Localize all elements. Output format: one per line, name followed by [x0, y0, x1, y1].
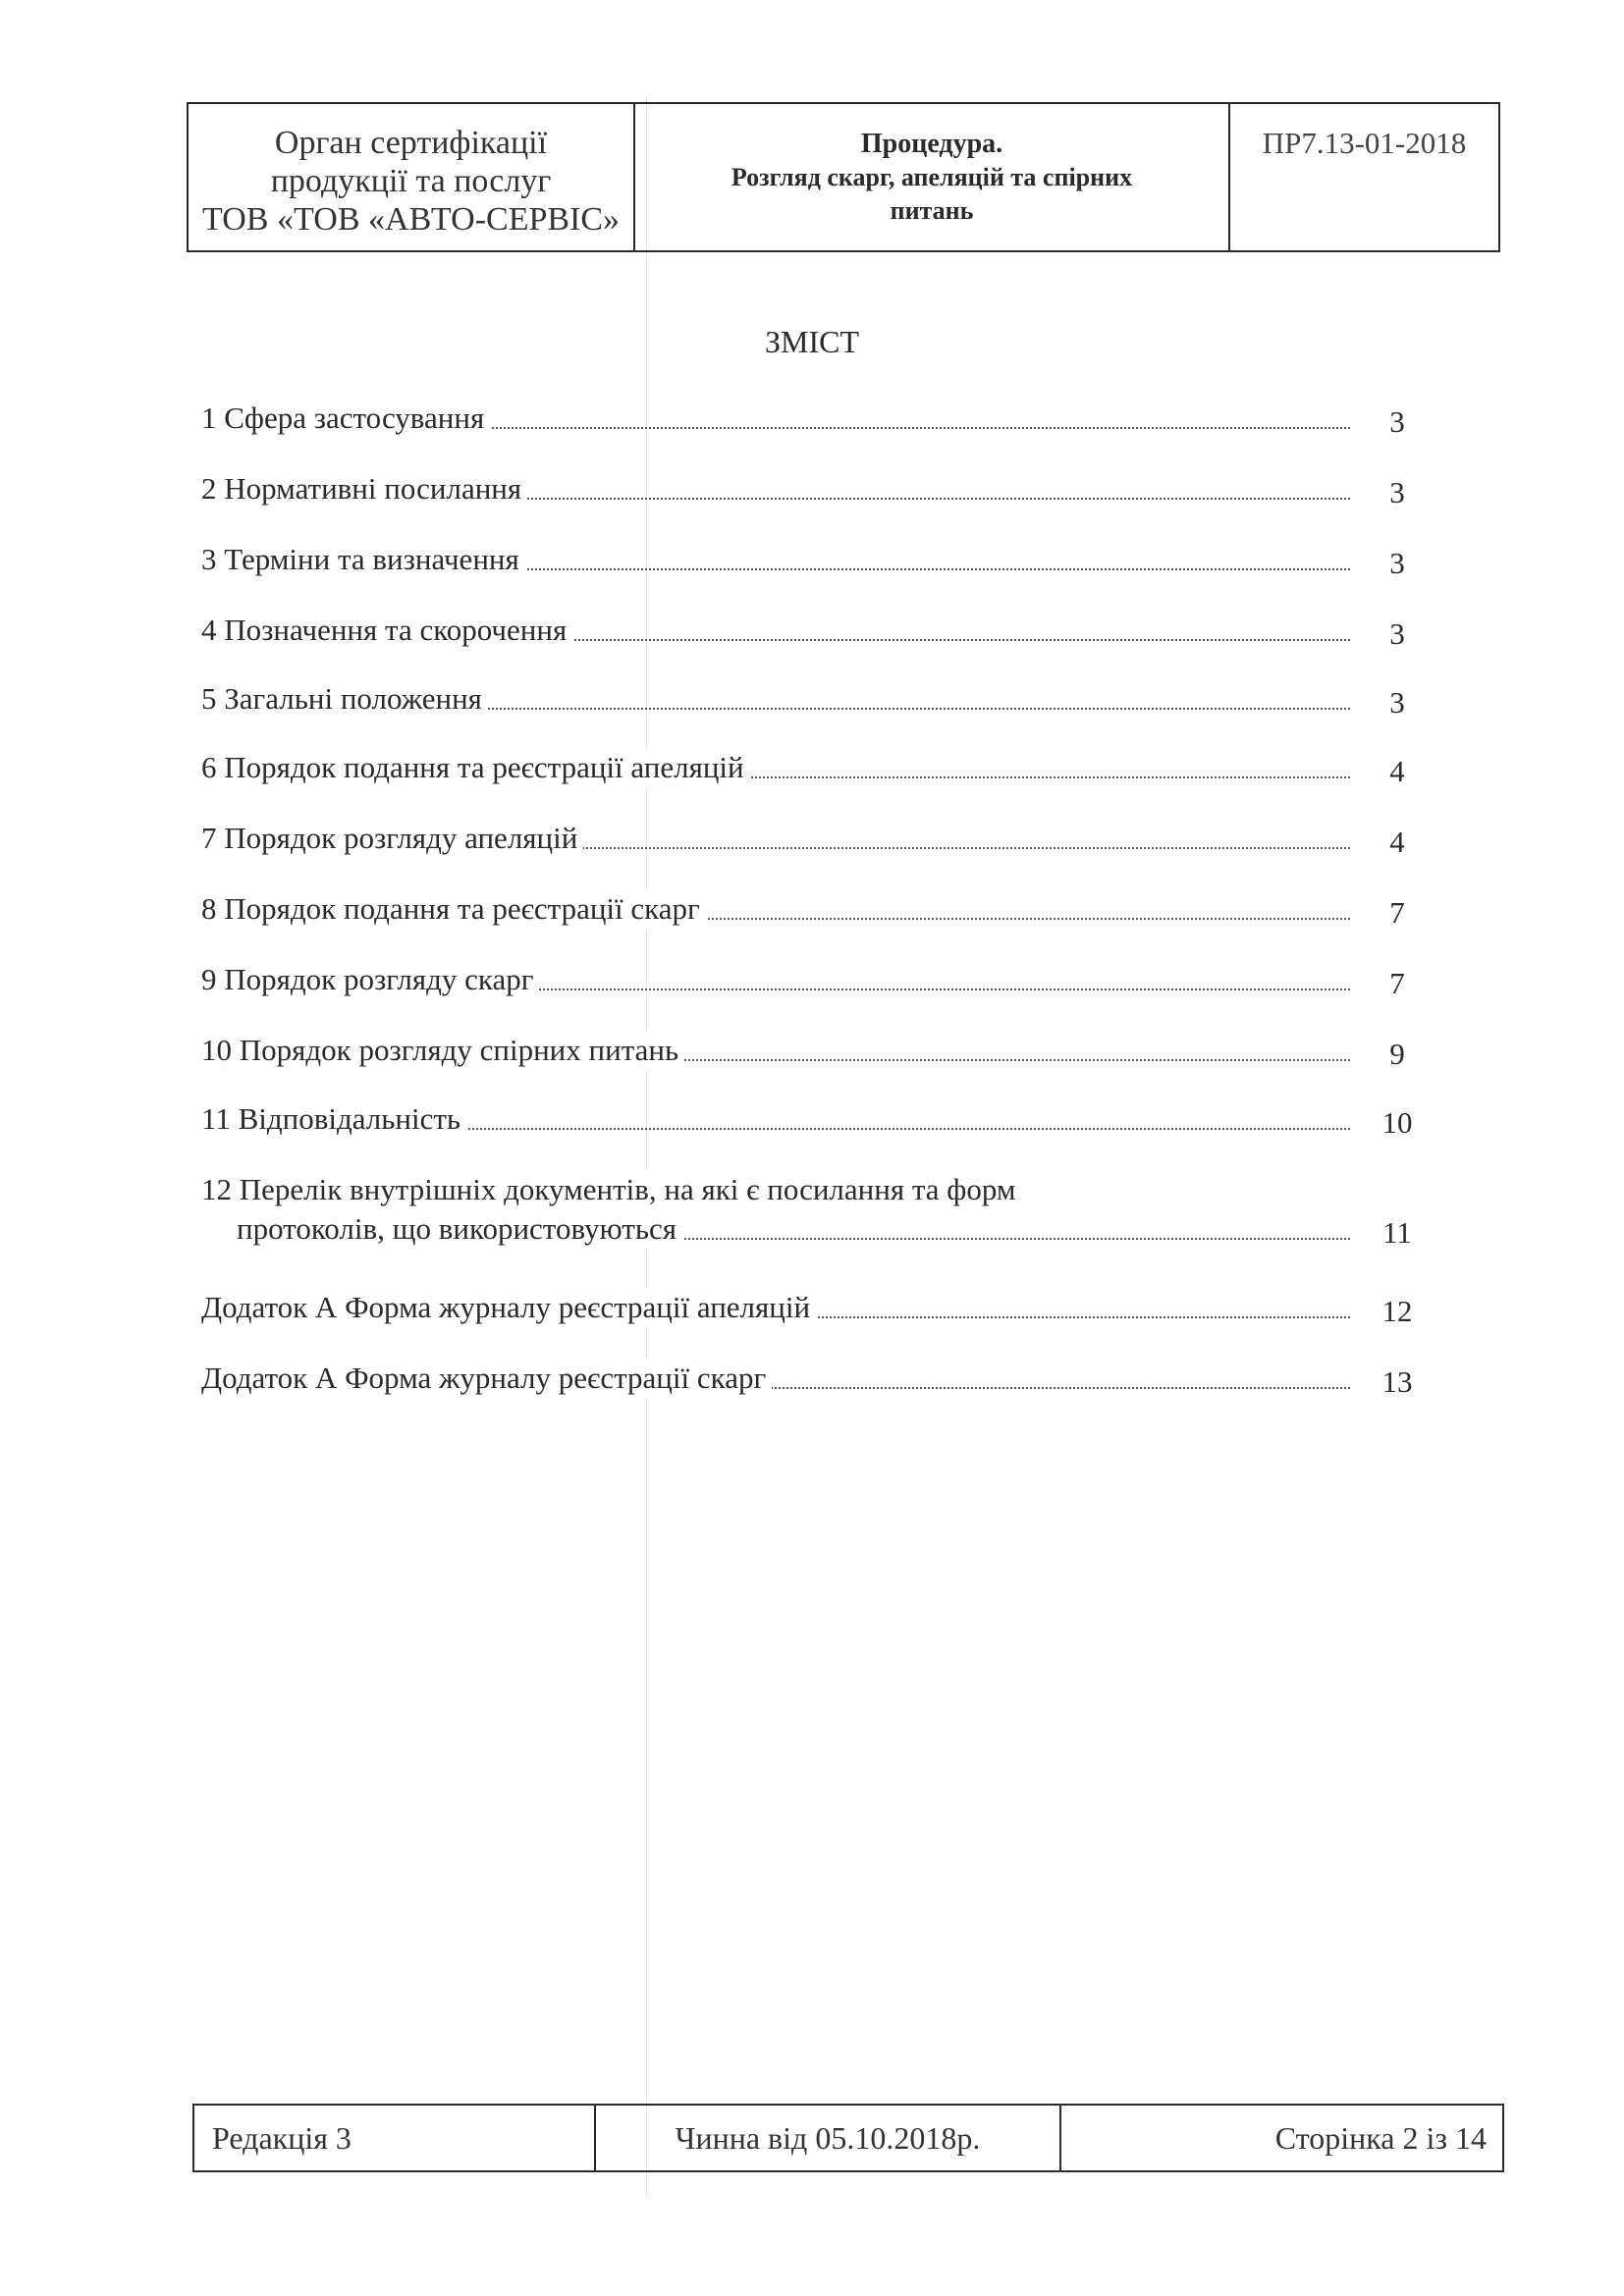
toc-entry-page: 13: [1381, 1364, 1413, 1399]
footer-valid-from: Чинна від 05.10.2018р.: [596, 2106, 1061, 2170]
toc-entry[interactable]: [201, 1031, 1419, 1070]
toc-entry-page: 3: [1389, 404, 1405, 439]
toc-entry[interactable]: [201, 960, 1419, 999]
toc-entry-page: 3: [1389, 685, 1405, 720]
toc-entry-label: протоколів, що використовуються: [237, 1209, 682, 1249]
toc-entry[interactable]: [201, 889, 1419, 929]
toc-entry-page: 9: [1389, 1037, 1405, 1071]
toc-entry-label: 10 Порядок розгляду спірних питань: [201, 1031, 684, 1070]
toc-entry-page: 11: [1382, 1215, 1412, 1250]
toc-entry[interactable]: [201, 469, 1419, 508]
toc-entry[interactable]: [237, 1209, 1419, 1249]
toc-entry-label: 5 Загальні положення: [201, 679, 488, 719]
toc-entry[interactable]: [201, 1359, 1419, 1398]
footer-revision: Редакція 3: [194, 2106, 596, 2170]
toc-entry-label: 9 Порядок розгляду скарг: [201, 960, 539, 999]
procedure-line-2: Розгляд скарг, апеляцій та спірних: [731, 163, 1133, 191]
toc-entry[interactable]: [201, 819, 1419, 858]
toc-entry-page: 3: [1389, 546, 1405, 580]
toc-entry-label: 2 Нормативні посилання: [201, 469, 527, 508]
procedure-line-1: Процедура.: [860, 129, 1003, 159]
toc-entry[interactable]: [201, 679, 1419, 719]
toc-entry[interactable]: [201, 540, 1419, 579]
doc-code: ПР7.13-01-2018: [1262, 126, 1467, 160]
toc-entry-page: 10: [1381, 1105, 1413, 1140]
toc-entry-label-line1: 12 Перелік внутрішніх документів, на які є посилання та форм: [201, 1170, 1022, 1209]
toc-entry-label: 8 Порядок подання та реєстрації скарг: [201, 889, 706, 929]
procedure-line-3: питань: [890, 196, 974, 225]
toc-entry-label: Додаток А Форма журналу реєстрації скарг: [201, 1359, 772, 1398]
toc-entry-label: 4 Позначення та скорочення: [201, 611, 572, 650]
footer-page-number: Сторінка 2 із 14: [1274, 2120, 1487, 2156]
org-line-3: ТОВ «ТОВ «АВТО-СЕРВІС»: [201, 201, 621, 238]
toc-entry-page: 3: [1389, 616, 1405, 651]
toc-entry-label: 1 Сфера застосування: [201, 399, 490, 438]
footer-table: [192, 2104, 1504, 2172]
header-procedure-cell: [635, 104, 1230, 250]
toc-entry-page: 7: [1389, 966, 1405, 1000]
toc-entry[interactable]: [201, 399, 1419, 438]
toc-entry-label: 11 Відповідальність: [201, 1099, 466, 1139]
org-line-2: продукції та послуг: [270, 163, 552, 199]
header-table: [187, 102, 1500, 252]
org-line-1: Орган сертифікації: [274, 125, 548, 161]
toc-entry-label: 3 Терміни та визначення: [201, 540, 525, 579]
toc-entry-page: 12: [1381, 1294, 1413, 1328]
toc-entry[interactable]: [201, 611, 1419, 650]
toc-entry-page: 4: [1389, 825, 1405, 859]
toc-entry[interactable]: [201, 1099, 1419, 1139]
toc-entry-page: 7: [1389, 895, 1405, 930]
header-doc-code-cell: [1230, 104, 1498, 250]
toc-entry-label: Додаток А Форма журналу реєстрації апеляцій: [201, 1288, 816, 1327]
header-organization-cell: [189, 104, 635, 250]
toc-title: ЗМІСТ: [764, 324, 860, 359]
toc-entry-page: 4: [1389, 754, 1405, 788]
toc-entry[interactable]: [201, 1288, 1419, 1327]
toc-entry-page: 3: [1389, 475, 1405, 509]
toc-entry-label: 7 Порядок розгляду апеляцій: [201, 819, 583, 858]
toc-entry[interactable]: [201, 748, 1419, 787]
toc-entry-label: 6 Порядок подання та реєстрації апеляцій: [201, 748, 750, 787]
